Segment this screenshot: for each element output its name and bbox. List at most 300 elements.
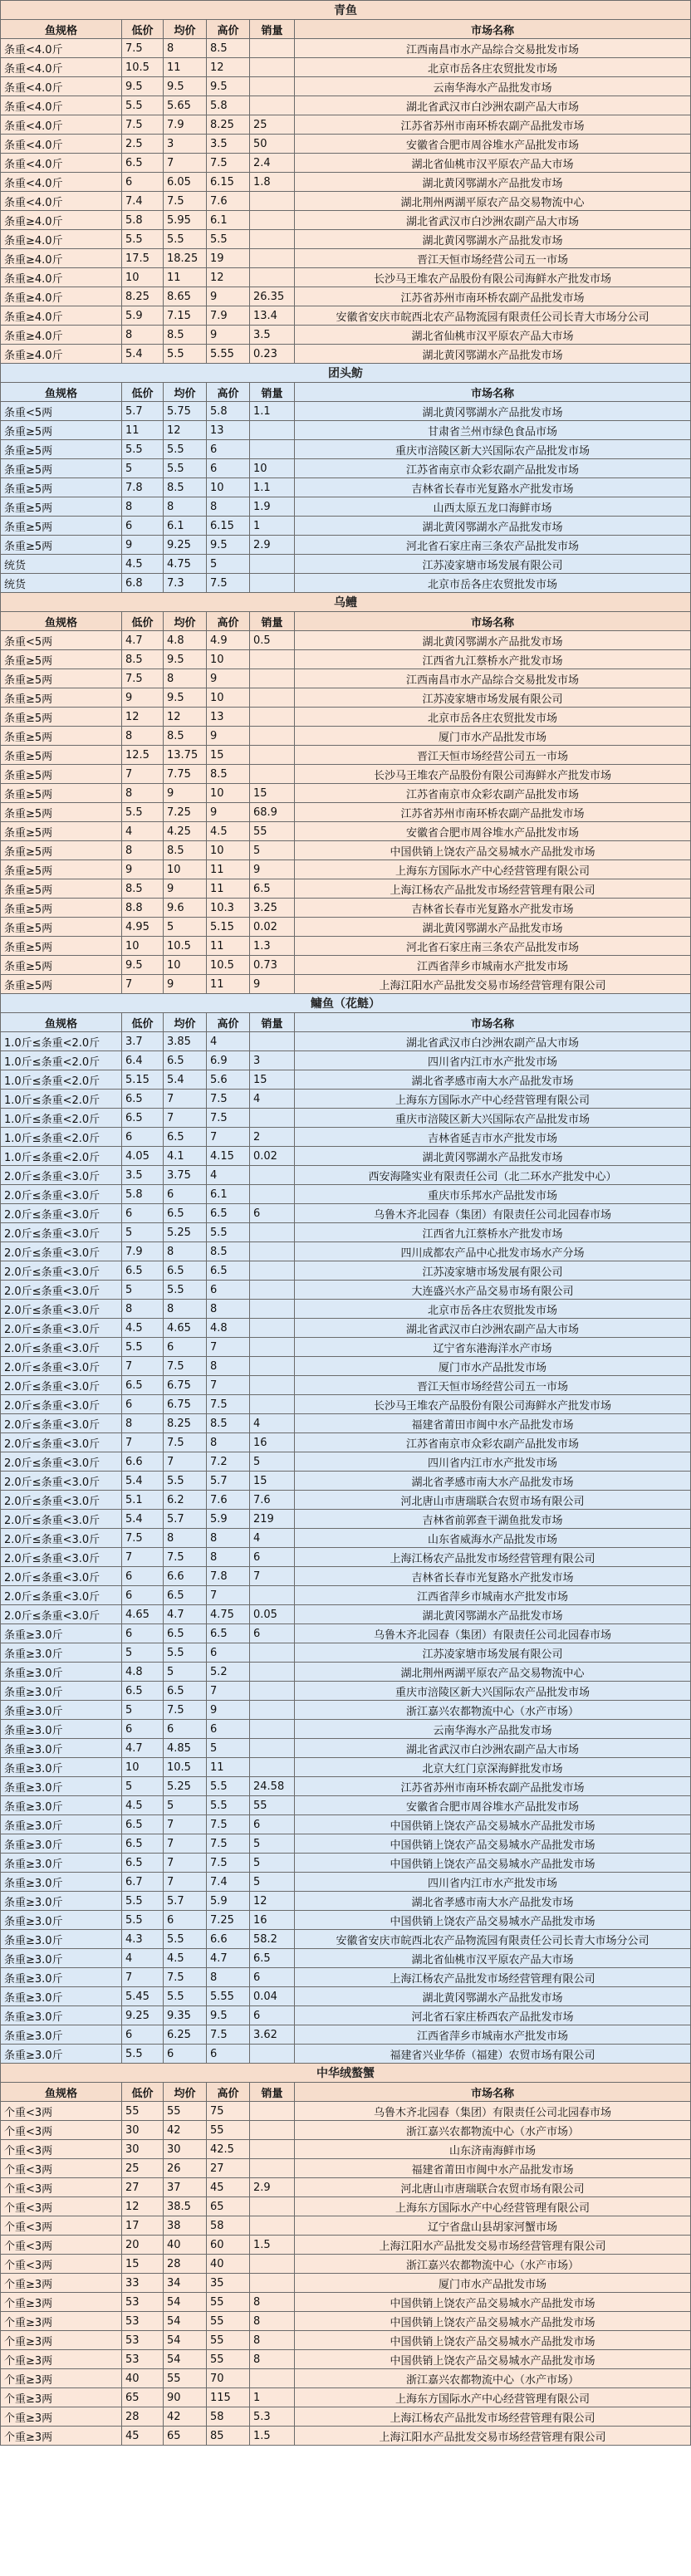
table-row: [1, 784, 691, 803]
cell-low: 7.9: [122, 1242, 164, 1261]
cell-volume: [250, 1357, 295, 1376]
cell-high: 7.6: [207, 1491, 250, 1510]
column-header-spec: 鱼规格: [1, 1013, 122, 1032]
cell-spec: 2.0斤≤条重<3.0斤: [1, 1395, 122, 1414]
cell-spec: 条重≥3.0斤: [1, 1815, 122, 1834]
cell-volume: 6: [250, 1624, 295, 1643]
cell-spec: 条重≥3.0斤: [1, 1663, 122, 1682]
cell-spec: 个重<3两: [1, 2255, 122, 2274]
cell-market: 江西省萍乡市城南水产批发市场: [295, 2025, 691, 2045]
cell-avg: 10.5: [164, 937, 207, 956]
cell-volume: 6: [250, 1815, 295, 1834]
cell-avg: 6.5: [164, 1128, 207, 1147]
cell-volume: [250, 1185, 295, 1204]
cell-market: 湖北省武汉市白沙洲农副产品大市场: [295, 1739, 691, 1758]
cell-volume: [250, 1720, 295, 1739]
cell-spec: 2.0斤≤条重<3.0斤: [1, 1433, 122, 1452]
cell-volume: 0.02: [250, 1147, 295, 1166]
cell-spec: 条重<5两: [1, 402, 122, 421]
cell-market: 福建省莆田市闽中水产品批发市场: [295, 2159, 691, 2178]
table-row: [1, 1185, 691, 1204]
table-row: [1, 1987, 691, 2006]
cell-volume: [250, 669, 295, 688]
cell-low: 7.5: [122, 115, 164, 135]
cell-low: 7.5: [122, 39, 164, 58]
cell-spec: 个重≥3两: [1, 2331, 122, 2350]
cell-high: 7: [207, 1586, 250, 1605]
cell-volume: [250, 555, 295, 574]
cell-avg: 6: [164, 1720, 207, 1739]
section-3-column-header: [1, 1013, 691, 1032]
cell-low: 8.8: [122, 899, 164, 918]
cell-avg: 6.75: [164, 1376, 207, 1395]
cell-low: 33: [122, 2274, 164, 2293]
cell-high: 8.5: [207, 1414, 250, 1433]
cell-high: 115: [207, 2388, 250, 2407]
cell-high: 10.3: [207, 899, 250, 918]
cell-volume: 15: [250, 1070, 295, 1090]
cell-market: 中国供销上饶农产品交易城水产品批发市场: [295, 1815, 691, 1834]
table-row: [1, 574, 691, 593]
cell-volume: [250, 2369, 295, 2388]
cell-spec: 2.0斤≤条重<3.0斤: [1, 1357, 122, 1376]
cell-volume: 1.5: [250, 2236, 295, 2255]
table-row: [1, 1758, 691, 1777]
cell-spec: 条重≥5两: [1, 688, 122, 708]
cell-low: 5.8: [122, 1185, 164, 1204]
cell-volume: [250, 211, 295, 230]
cell-volume: 1: [250, 2388, 295, 2407]
cell-avg: 34: [164, 2274, 207, 2293]
cell-market: 上海江杨农产品批发市场经营管理有限公司: [295, 879, 691, 899]
cell-avg: 5.95: [164, 211, 207, 230]
cell-volume: [250, 2274, 295, 2293]
cell-volume: 1.5: [250, 2427, 295, 2446]
cell-volume: 10: [250, 459, 295, 478]
cell-spec: 条重≥4.0斤: [1, 345, 122, 364]
cell-volume: 16: [250, 1433, 295, 1452]
table-row: [1, 1032, 691, 1051]
cell-spec: 2.0斤≤条重<3.0斤: [1, 1300, 122, 1319]
cell-avg: 6.6: [164, 1567, 207, 1586]
cell-market: 辽宁省盘山县胡家河蟹市场: [295, 2216, 691, 2236]
cell-high: 9: [207, 326, 250, 345]
cell-volume: 24.58: [250, 1777, 295, 1796]
cell-market: 河北省石家庄南三条农产品批发市场: [295, 937, 691, 956]
cell-spec: 条重≥5两: [1, 746, 122, 765]
table-row: [1, 956, 691, 975]
cell-volume: 6.5: [250, 879, 295, 899]
cell-avg: 54: [164, 2312, 207, 2331]
cell-avg: 7.5: [164, 1968, 207, 1987]
cell-low: 12: [122, 708, 164, 727]
cell-volume: 15: [250, 1472, 295, 1491]
cell-volume: [250, 2197, 295, 2216]
cell-market: 云南华海水产品批发市场: [295, 1720, 691, 1739]
cell-low: 7: [122, 1357, 164, 1376]
section-0-title-row: [1, 1, 691, 20]
cell-avg: 42: [164, 2121, 207, 2140]
cell-avg: 4.75: [164, 555, 207, 574]
cell-spec: 条重≥3.0斤: [1, 1854, 122, 1873]
cell-avg: 6.5: [164, 1624, 207, 1643]
cell-spec: 条重≥3.0斤: [1, 2045, 122, 2064]
cell-market: 重庆市乐邦水产品批发市场: [295, 1185, 691, 1204]
cell-high: 11: [207, 937, 250, 956]
table-row: [1, 2197, 691, 2216]
cell-low: 6: [122, 1128, 164, 1147]
cell-avg: 37: [164, 2178, 207, 2197]
cell-low: 6: [122, 1395, 164, 1414]
cell-high: 7: [207, 1128, 250, 1147]
table-row: [1, 173, 691, 192]
cell-high: 5.5: [207, 1777, 250, 1796]
cell-market: 上海江杨农产品批发市场经营管理有限公司: [295, 2407, 691, 2427]
cell-high: 6: [207, 1281, 250, 1300]
table-row: [1, 1242, 691, 1261]
cell-market: 安徽省合肥市周谷堆水产品批发市场: [295, 135, 691, 154]
cell-high: 6.5: [207, 1204, 250, 1223]
cell-market: 湖北黄冈鄂湖水产品批发市场: [295, 173, 691, 192]
cell-high: 13: [207, 421, 250, 440]
cell-avg: 8.5: [164, 727, 207, 746]
cell-low: 4.95: [122, 918, 164, 937]
cell-market: 江西南昌市水产品综合交易批发市场: [295, 39, 691, 58]
cell-spec: 2.0斤≤条重<3.0斤: [1, 1242, 122, 1261]
cell-high: 7.8: [207, 1567, 250, 1586]
cell-avg: 10.5: [164, 1758, 207, 1777]
cell-high: 5.8: [207, 96, 250, 115]
table-row: [1, 2369, 691, 2388]
table-row: [1, 1300, 691, 1319]
table-row: [1, 77, 691, 96]
cell-avg: 4.8: [164, 631, 207, 650]
cell-high: 55: [207, 2293, 250, 2312]
cell-market: 西安海隆实业有限责任公司（北二环水产批发中心）: [295, 1166, 691, 1185]
cell-avg: 42: [164, 2407, 207, 2427]
cell-volume: 0.5: [250, 631, 295, 650]
table-row: [1, 2178, 691, 2197]
cell-high: 7.9: [207, 306, 250, 326]
cell-market: 福建省莆田市闽中水产品批发市场: [295, 1414, 691, 1433]
cell-spec: 条重≥5两: [1, 879, 122, 899]
cell-avg: 9.5: [164, 650, 207, 669]
cell-volume: [250, 2045, 295, 2064]
cell-market: 浙江嘉兴农都物流中心（水产市场）: [295, 1701, 691, 1720]
cell-volume: [250, 1109, 295, 1128]
cell-volume: 6: [250, 1548, 295, 1567]
cell-high: 6: [207, 459, 250, 478]
column-header-high: 高价: [207, 612, 250, 631]
cell-market: 四川省内江市水产批发市场: [295, 1051, 691, 1070]
table-row: [1, 1510, 691, 1529]
cell-market: 辽宁省东港海洋水产市场: [295, 1338, 691, 1357]
cell-volume: 0.02: [250, 918, 295, 937]
cell-market: 上海江阳水产品批发交易市场经营管理有限公司: [295, 975, 691, 994]
column-header-avg: 均价: [164, 2083, 207, 2102]
table-row: [1, 1414, 691, 1433]
cell-market: 山东省威海水产品批发市场: [295, 1529, 691, 1548]
cell-low: 4.5: [122, 555, 164, 574]
table-row: [1, 1834, 691, 1854]
cell-low: 7.4: [122, 192, 164, 211]
cell-market: 山西太原五龙口海鲜市场: [295, 497, 691, 517]
cell-market: 湖北荆州两湖平原农产品交易物流中心: [295, 1663, 691, 1682]
cell-avg: 6.25: [164, 2025, 207, 2045]
cell-low: 9: [122, 536, 164, 555]
cell-market: 四川省内江市水产批发市场: [295, 1873, 691, 1892]
cell-market: 江苏凌家塘市场发展有限公司: [295, 688, 691, 708]
cell-avg: 54: [164, 2293, 207, 2312]
cell-high: 7: [207, 1338, 250, 1357]
cell-low: 53: [122, 2312, 164, 2331]
cell-spec: 条重≥3.0斤: [1, 1777, 122, 1796]
cell-low: 5.5: [122, 1338, 164, 1357]
cell-high: 55: [207, 2350, 250, 2369]
cell-market: 中国供销上饶农产品交易城水产品批发市场: [295, 841, 691, 860]
cell-market: 北京市岳各庄农贸批发市场: [295, 58, 691, 77]
cell-volume: [250, 727, 295, 746]
cell-spec: 条重≥5两: [1, 899, 122, 918]
cell-market: 上海东方国际水产中心经营管理有限公司: [295, 2388, 691, 2407]
cell-market: 江苏省苏州市南环桥农副产品批发市场: [295, 115, 691, 135]
cell-volume: 16: [250, 1911, 295, 1930]
cell-spec: 1.0斤≤条重<2.0斤: [1, 1032, 122, 1051]
cell-high: 40: [207, 2255, 250, 2274]
cell-low: 6: [122, 1586, 164, 1605]
cell-low: 6.5: [122, 1682, 164, 1701]
cell-volume: [250, 1739, 295, 1758]
cell-spec: 条重≥5两: [1, 478, 122, 497]
cell-volume: [250, 765, 295, 784]
cell-high: 4: [207, 1032, 250, 1051]
cell-low: 6.8: [122, 574, 164, 593]
section-1-title: 团头鲂: [1, 364, 691, 383]
cell-market: 中国供销上饶农产品交易城水产品批发市场: [295, 2350, 691, 2369]
cell-market: 福建省兴业华侨（福建）农贸市场有限公司: [295, 2045, 691, 2064]
cell-volume: [250, 230, 295, 249]
cell-market: 湖北省孝感市南大水产品批发市场: [295, 1472, 691, 1491]
cell-high: 9.5: [207, 2006, 250, 2025]
cell-high: 4: [207, 1166, 250, 1185]
cell-market: 上海东方国际水产中心经营管理有限公司: [295, 860, 691, 879]
cell-volume: 6.5: [250, 1949, 295, 1968]
cell-avg: 8.5: [164, 326, 207, 345]
cell-spec: 条重≥5两: [1, 459, 122, 478]
cell-spec: 条重≥5两: [1, 918, 122, 937]
table-row: [1, 1452, 691, 1472]
section-2-title-row: [1, 593, 691, 612]
cell-volume: 3.25: [250, 899, 295, 918]
cell-high: 8.5: [207, 1242, 250, 1261]
cell-spec: 条重≥3.0斤: [1, 1911, 122, 1930]
table-row: [1, 135, 691, 154]
cell-avg: 3: [164, 135, 207, 154]
cell-high: 60: [207, 2236, 250, 2255]
cell-spec: 条重<4.0斤: [1, 173, 122, 192]
column-header-high: 高价: [207, 1013, 250, 1032]
cell-avg: 4.5: [164, 1949, 207, 1968]
table-row: [1, 39, 691, 58]
cell-spec: 条重≥3.0斤: [1, 1720, 122, 1739]
table-row: [1, 2293, 691, 2312]
cell-low: 27: [122, 2178, 164, 2197]
cell-spec: 条重<5两: [1, 631, 122, 650]
cell-avg: 5.5: [164, 459, 207, 478]
cell-volume: [250, 39, 295, 58]
cell-low: 5.15: [122, 1070, 164, 1090]
cell-avg: 7: [164, 1834, 207, 1854]
table-row: [1, 1357, 691, 1376]
table-row: [1, 1051, 691, 1070]
cell-market: 长沙马王堆农产品股份有限公司海鲜水产批发市场: [295, 268, 691, 287]
cell-volume: 6: [250, 1968, 295, 1987]
cell-volume: 1.9: [250, 497, 295, 517]
cell-high: 58: [207, 2216, 250, 2236]
cell-spec: 个重≥3两: [1, 2274, 122, 2293]
column-header-low: 低价: [122, 2083, 164, 2102]
table-row: [1, 2312, 691, 2331]
cell-market: 湖北省武汉市白沙洲农副产品大市场: [295, 1319, 691, 1338]
cell-market: 上海江阳水产品批发交易市场经营管理有限公司: [295, 2236, 691, 2255]
cell-high: 6.6: [207, 1930, 250, 1949]
cell-spec: 1.0斤≤条重<2.0斤: [1, 1128, 122, 1147]
cell-market: 河北唐山市唐瑞联合农贸市场有限公司: [295, 1491, 691, 1510]
cell-volume: 7.6: [250, 1491, 295, 1510]
cell-high: 42.5: [207, 2140, 250, 2159]
table-row: [1, 937, 691, 956]
cell-market: 安徽省合肥市周谷堆水产品批发市场: [295, 822, 691, 841]
cell-low: 8: [122, 497, 164, 517]
section-1-column-header: [1, 383, 691, 402]
cell-volume: [250, 1376, 295, 1395]
cell-market: 吉林省前郭查干湖鱼批发市场: [295, 1510, 691, 1529]
cell-avg: 7: [164, 1452, 207, 1472]
table-row: [1, 211, 691, 230]
table-row: [1, 803, 691, 822]
cell-avg: 8.5: [164, 841, 207, 860]
cell-spec: 2.0斤≤条重<3.0斤: [1, 1185, 122, 1204]
cell-avg: 6.5: [164, 1204, 207, 1223]
cell-market: 江苏省南京市众彩农副产品批发市场: [295, 459, 691, 478]
cell-low: 6: [122, 1624, 164, 1643]
cell-high: 55: [207, 2121, 250, 2140]
cell-high: 8: [207, 1300, 250, 1319]
table-row: [1, 402, 691, 421]
cell-high: 4.5: [207, 822, 250, 841]
cell-spec: 条重<4.0斤: [1, 58, 122, 77]
cell-volume: 4: [250, 1090, 295, 1109]
cell-high: 6.5: [207, 1261, 250, 1281]
cell-avg: 6: [164, 2045, 207, 2064]
table-row: [1, 249, 691, 268]
cell-high: 8: [207, 1968, 250, 1987]
cell-low: 55: [122, 2102, 164, 2121]
cell-avg: 8.5: [164, 478, 207, 497]
table-row: [1, 1491, 691, 1510]
cell-spec: 1.0斤≤条重<2.0斤: [1, 1147, 122, 1166]
cell-avg: 8: [164, 669, 207, 688]
cell-spec: 条重≥3.0斤: [1, 1758, 122, 1777]
cell-spec: 条重≥5两: [1, 841, 122, 860]
cell-spec: 条重≥5两: [1, 727, 122, 746]
cell-market: 中国供销上饶农产品交易城水产品批发市场: [295, 1911, 691, 1930]
cell-high: 5.55: [207, 1987, 250, 2006]
cell-volume: [250, 1319, 295, 1338]
cell-volume: [250, 1300, 295, 1319]
cell-spec: 个重<3两: [1, 2236, 122, 2255]
cell-avg: 6.05: [164, 173, 207, 192]
cell-market: 湖北省仙桃市汉平原农产品大市场: [295, 154, 691, 173]
table-row: [1, 1204, 691, 1223]
cell-market: 长沙马王堆农产品股份有限公司海鲜水产批发市场: [295, 1395, 691, 1414]
cell-avg: 5.7: [164, 1892, 207, 1911]
cell-low: 5: [122, 1643, 164, 1663]
cell-market: 北京市岳各庄农贸批发市场: [295, 574, 691, 593]
cell-low: 45: [122, 2427, 164, 2446]
cell-low: 8.5: [122, 650, 164, 669]
cell-market: 中国供销上饶农产品交易城水产品批发市场: [295, 2293, 691, 2312]
cell-market: 乌鲁木齐北园春（集团）有限责任公司北园春市场: [295, 1624, 691, 1643]
cell-high: 11: [207, 1758, 250, 1777]
table-row: [1, 1720, 691, 1739]
cell-high: 12: [207, 58, 250, 77]
cell-low: 5: [122, 1777, 164, 1796]
cell-market: 江苏凌家塘市场发展有限公司: [295, 1643, 691, 1663]
column-header-market: 市场名称: [295, 612, 691, 631]
cell-avg: 5.5: [164, 345, 207, 364]
cell-high: 6: [207, 1643, 250, 1663]
cell-low: 5.5: [122, 2045, 164, 2064]
column-header-volume: 销量: [250, 20, 295, 39]
column-header-market: 市场名称: [295, 383, 691, 402]
table-row: [1, 517, 691, 536]
cell-avg: 54: [164, 2331, 207, 2350]
cell-avg: 4.1: [164, 1147, 207, 1166]
column-header-spec: 鱼规格: [1, 612, 122, 631]
cell-market: 吉林省长春市光复路水产批发市场: [295, 1567, 691, 1586]
cell-volume: [250, 1663, 295, 1682]
cell-market: 上海江杨农产品批发市场经营管理有限公司: [295, 1968, 691, 1987]
cell-spec: 条重<4.0斤: [1, 135, 122, 154]
cell-market: 吉林省长春市光复路水产批发市场: [295, 478, 691, 497]
cell-high: 9: [207, 1701, 250, 1720]
cell-low: 4.8: [122, 1663, 164, 1682]
cell-avg: 8: [164, 1300, 207, 1319]
cell-avg: 26: [164, 2159, 207, 2178]
column-header-spec: 鱼规格: [1, 383, 122, 402]
cell-spec: 个重<3两: [1, 2178, 122, 2197]
cell-spec: 条重≥3.0斤: [1, 1796, 122, 1815]
cell-high: 13: [207, 708, 250, 727]
table-row: [1, 975, 691, 994]
column-header-avg: 均价: [164, 20, 207, 39]
cell-spec: 条重≥3.0斤: [1, 1930, 122, 1949]
column-header-market: 市场名称: [295, 1013, 691, 1032]
cell-market: 浙江嘉兴农都物流中心（水产市场）: [295, 2369, 691, 2388]
cell-high: 5.2: [207, 1663, 250, 1682]
cell-market: 湖北黄冈鄂湖水产品批发市场: [295, 918, 691, 937]
cell-avg: 5.25: [164, 1777, 207, 1796]
cell-market: 中国供销上饶农产品交易城水产品批发市场: [295, 2312, 691, 2331]
table-row: [1, 2006, 691, 2025]
cell-market: 江苏凌家塘市场发展有限公司: [295, 555, 691, 574]
cell-market: 江西省九江蔡桥水产批发市场: [295, 650, 691, 669]
table-row: [1, 1166, 691, 1185]
column-header-market: 市场名称: [295, 2083, 691, 2102]
table-row: [1, 2121, 691, 2140]
cell-avg: 5.5: [164, 1930, 207, 1949]
